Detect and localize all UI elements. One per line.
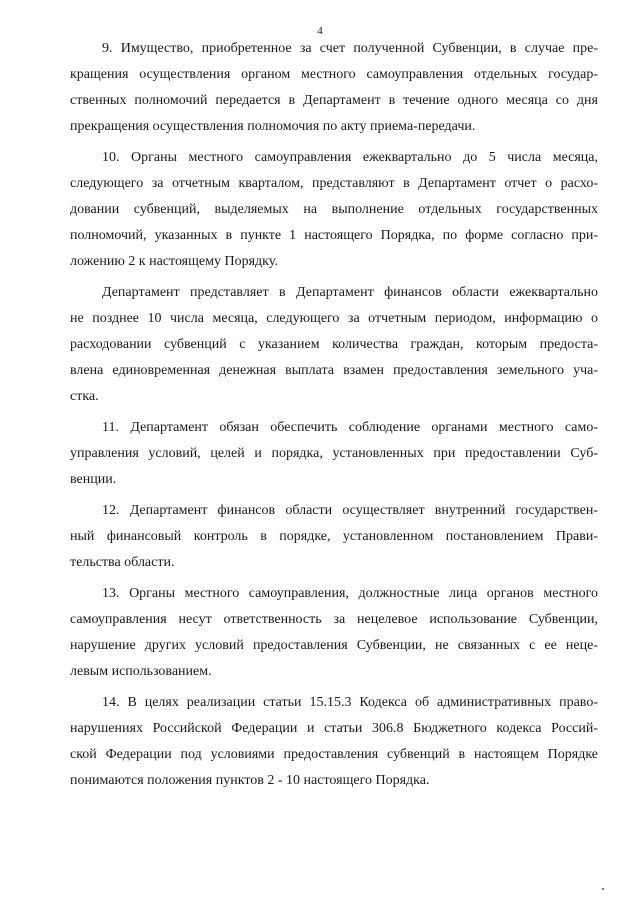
paragraph-line: 14. В целях реализации статьи 15.15.3 Кодекса об административных право- — [102, 695, 598, 710]
document-body — [70, 36, 598, 799]
paragraph-line: кращения осуществления органом местного самоуправления отдельных государ- — [70, 67, 598, 82]
paragraph-p14 — [70, 690, 598, 794]
paragraph-p13 — [70, 581, 598, 685]
paragraph-p9 — [70, 36, 598, 140]
paragraph-line: довании субвенций, выделяемых на выполнение отдельных государственных — [70, 202, 598, 217]
paragraph-line: стка. — [70, 389, 99, 404]
paragraph-line: нарушениях Российской Федерации и статьи 306.8 Бюджетного кодекса Россий- — [70, 721, 598, 736]
paragraph-line: ложению 2 к настоящему Порядку. — [70, 254, 278, 269]
paragraph-line: левым использованием. — [70, 664, 212, 679]
paragraph-p10b — [70, 280, 598, 410]
paragraph-line: 12. Департамент финансов области осуществляет внутренний государствен- — [102, 503, 598, 518]
paragraph-line: влена единовременная денежная выплата взамен предоставления земельного уча- — [70, 363, 598, 378]
paragraph-line: венции. — [70, 472, 117, 487]
paragraph-line: нарушение других условий предоставления Субвенции, не связанных с ее неце- — [70, 638, 598, 653]
paragraph-p12 — [70, 498, 598, 576]
paragraph-line: ской Федерации под условиями предоставления субвенций в настоящем Порядке — [70, 747, 598, 762]
paragraph-line: 9. Имущество, приобретенное за счет полученной Субвенции, в случае пре- — [102, 41, 598, 56]
paragraph-line: следующего за отчетным кварталом, представляют в Департамент отчет о расхо- — [70, 176, 598, 191]
paragraph-line: прекращения осуществления полномочия по акту приема-передачи. — [70, 119, 476, 134]
paragraph-line: расходовании субвенций с указанием количества граждан, которым предоста- — [70, 337, 598, 352]
paragraph-p11 — [70, 415, 598, 493]
paragraph-line: не позднее 10 числа месяца, следующего за отчетным периодом, информацию о — [70, 311, 598, 326]
paragraph-line: ственных полномочий передается в Департамент в течение одного месяца со дня — [70, 93, 598, 108]
paragraph-line: 11. Департамент обязан обеспечить соблюдение органами местного само- — [102, 420, 598, 435]
page-number: 4 — [317, 25, 323, 37]
paragraph-line: 10. Органы местного самоуправления ежеквартально до 5 числа месяца, — [102, 150, 598, 165]
paragraph-line: полномочий, указанных в пункте 1 настоящего Порядка, по форме согласно при- — [70, 228, 598, 243]
paragraph-p10 — [70, 145, 598, 275]
scan-speck — [602, 888, 604, 890]
paragraph-line: самоуправления несут ответственность за нецелевое использование Субвенции, — [70, 612, 598, 627]
paragraph-line: тельства области. — [70, 555, 175, 570]
paragraph-line: Департамент представляет в Департамент финансов области ежеквартально — [102, 285, 598, 300]
paragraph-line: управления условий, целей и порядка, установленных при предоставлении Суб- — [70, 446, 598, 461]
paragraph-line: понимаются положения пунктов 2 - 10 настоящего Порядка. — [70, 773, 430, 788]
paragraph-line: ный финансовый контроль в порядке, установленном постановлением Прави- — [70, 529, 598, 544]
paragraph-line: 13. Органы местного самоуправления, должностные лица органов местного — [102, 586, 598, 601]
